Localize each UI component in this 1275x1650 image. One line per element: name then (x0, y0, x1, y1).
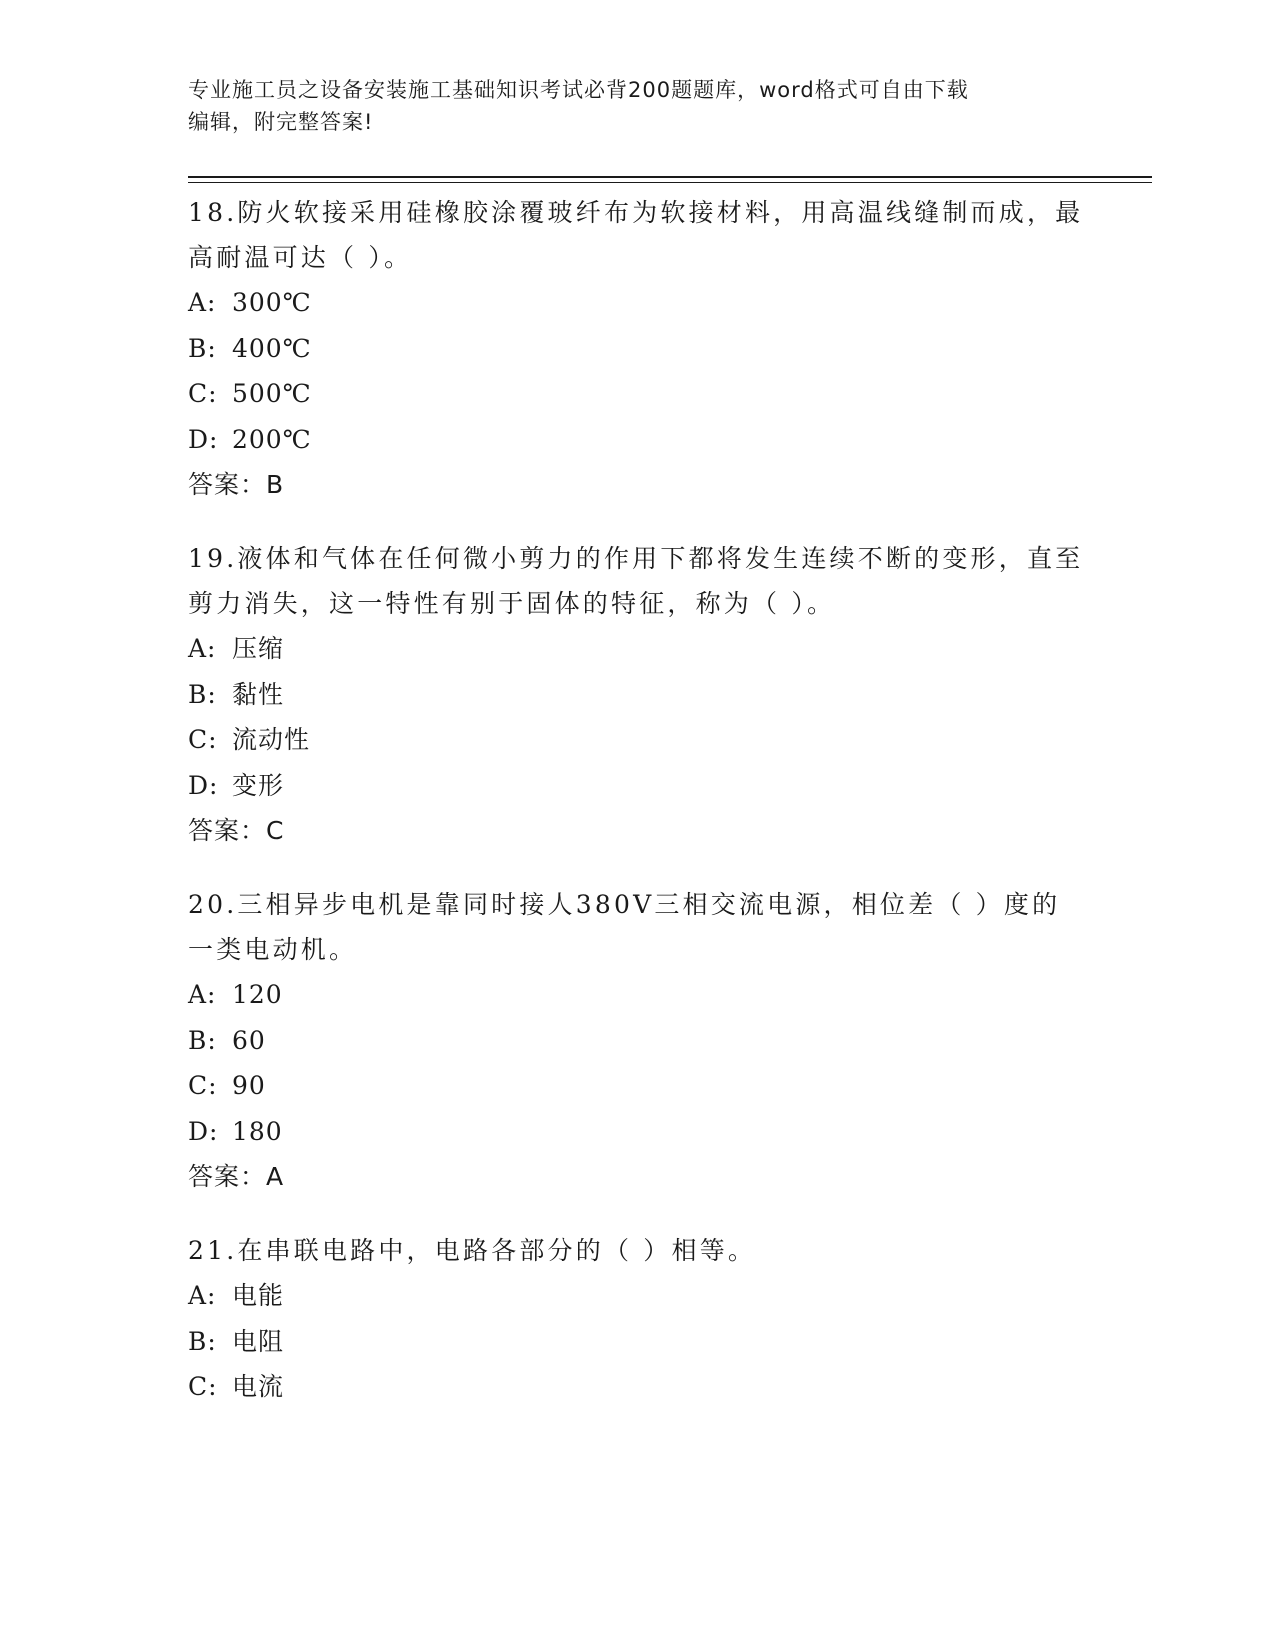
option-letter: B: (188, 333, 217, 363)
option-letter: B: (188, 679, 217, 709)
option-text: 电阻 (232, 1326, 285, 1356)
option-text: 流动性 (232, 725, 311, 754)
answer: 答案：B (188, 470, 285, 499)
option-a (188, 1273, 1088, 1319)
question-21 (188, 1228, 1088, 1410)
option-c (188, 1063, 1088, 1109)
option-letter: C: (188, 1372, 218, 1401)
option-d (188, 1109, 1088, 1155)
option-text: 黏性 (232, 679, 285, 709)
option-text: 180 (232, 1116, 283, 1146)
option-text: 300℃ (232, 288, 312, 317)
option-b (188, 1018, 1088, 1064)
option-b (188, 1319, 1088, 1365)
option-letter: C: (188, 725, 218, 754)
option-c (188, 371, 1088, 417)
option-d (188, 417, 1088, 463)
option-letter: A: (188, 980, 217, 1009)
question-18 (188, 190, 1088, 507)
option-text: 120 (232, 980, 283, 1009)
document-header (188, 74, 1088, 138)
question-20 (188, 882, 1088, 1199)
option-b (188, 672, 1088, 718)
option-letter: C: (188, 1071, 218, 1100)
option-letter: B: (188, 1025, 217, 1055)
header-divider-thin (188, 182, 1152, 183)
header-title-line-1: 专业施工员之设备安装施工基础知识考试必背200题题库，word格式可自由下载 (188, 78, 969, 102)
option-letter: C: (188, 379, 218, 408)
option-text: 电能 (232, 1281, 285, 1310)
option-a (188, 626, 1088, 672)
question-text: 19.液体和气体在任何微小剪力的作用下都将发生连续不断的变形，直至剪力消失，这一特性有别于固体的特征，称为（ ）。 (188, 544, 1084, 618)
option-b (188, 326, 1088, 372)
question-text: 21.在串联电路中，电路各部分的（ ）相等。 (188, 1236, 757, 1265)
answer: 答案：A (188, 1162, 285, 1191)
option-text: 200℃ (232, 424, 312, 454)
option-c (188, 1364, 1088, 1410)
option-d (188, 763, 1088, 809)
question-text: 20.三相异步电机是靠同时接人380V三相交流电源，相位差（ ）度的一类电动机。 (188, 890, 1061, 964)
option-text: 90 (232, 1071, 266, 1100)
option-letter: A: (188, 288, 217, 317)
option-letter: B: (188, 1326, 217, 1356)
header-divider-thick (188, 176, 1152, 178)
question-text: 18.防火软接采用硅橡胶涂覆玻纤布为软接材料，用高温线缝制而成，最高耐温可达（ ）。 (188, 198, 1084, 272)
option-letter: D: (188, 424, 219, 454)
option-a (188, 280, 1088, 326)
option-letter: A: (188, 634, 217, 663)
option-letter: D: (188, 770, 219, 800)
header-title-line-2: 编辑，附完整答案! (188, 110, 374, 134)
option-letter: D: (188, 1116, 219, 1146)
option-text: 500℃ (232, 379, 312, 408)
answer: 答案：C (188, 816, 285, 845)
option-a (188, 972, 1088, 1018)
option-text: 60 (232, 1025, 266, 1055)
option-text: 400℃ (232, 333, 312, 363)
option-letter: A: (188, 1281, 217, 1310)
option-c (188, 717, 1088, 763)
question-19 (188, 536, 1088, 853)
option-text: 压缩 (232, 634, 285, 663)
option-text: 电流 (232, 1372, 285, 1401)
question-list (188, 190, 1088, 1439)
option-text: 变形 (232, 770, 285, 800)
